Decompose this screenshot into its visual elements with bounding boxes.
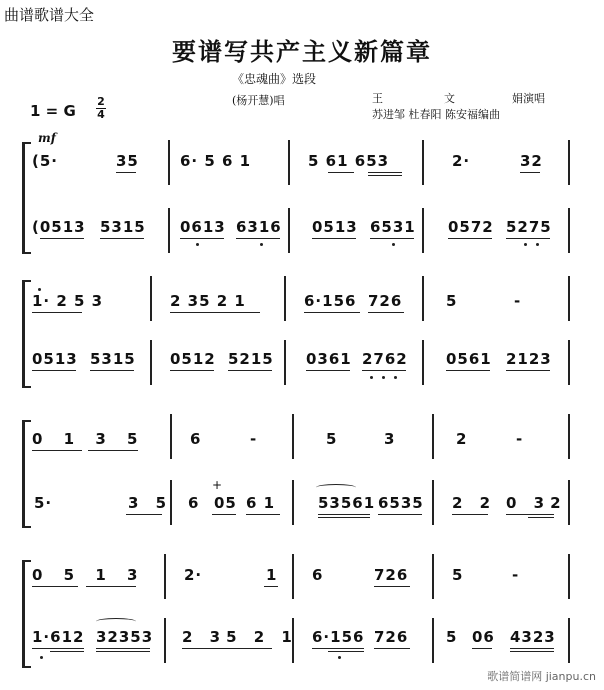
system-3-brace [22,420,31,528]
note-group: 2· [184,566,203,584]
underline [212,514,236,515]
underline [100,238,144,239]
octave-dot [40,656,43,659]
note-group: 5315 [100,218,146,236]
underline [304,312,360,313]
note-group: 0 5 1 3 [32,566,146,584]
time-signature [96,96,106,121]
note-group: 0 32 [506,494,567,512]
note-group: 1·612 [32,628,85,646]
note-group: 5 61 653 [308,152,390,170]
barline [432,480,434,525]
underline [378,514,422,515]
note-group: 1· 2 5 3 [32,292,104,310]
note-group: 05 [214,494,237,512]
octave-dot [260,243,263,246]
barline [432,618,434,663]
note-group: 5215 [228,350,274,368]
underline [368,175,402,176]
barline [164,618,166,663]
barline [568,554,570,599]
underline [116,172,136,173]
barline [422,140,424,185]
underline [32,648,84,649]
note-group: 0512 [170,350,216,368]
barline [292,414,294,459]
underline [306,370,350,371]
note-group: 0613 [180,218,226,236]
underline [32,450,82,451]
site-tag: 曲谱歌谱大全 [4,6,95,24]
performer-1: 王 [372,92,383,105]
singer-role: (杨开慧)唱 [232,94,285,107]
underline [318,517,370,518]
underline [528,517,554,518]
underline [236,238,280,239]
meter-bottom: 4 [97,108,105,121]
underline [312,238,356,239]
note-group: 726 [368,292,403,310]
underline [318,514,370,515]
barline [422,340,424,385]
meter-top: 2 [97,95,105,108]
note-group: 6 [312,566,324,584]
underline [246,514,280,515]
note-group: 4323 [510,628,556,646]
note-group: 0 1 3 5 [32,430,146,448]
note-group: - [516,430,524,448]
note-group: 2 35 2 1 [170,292,246,310]
barline [168,208,170,253]
subtitle: 《忠魂曲》选段 [232,72,317,86]
note-group: 32353 [96,628,154,646]
underline [520,172,540,173]
note-group: 3 [384,430,396,448]
underline [50,651,84,652]
underline [448,238,492,239]
barline [168,140,170,185]
note-group: 2· [452,152,471,170]
note-group: 6531 [370,218,416,236]
note-group: 6·156 [304,292,357,310]
barline [568,276,570,321]
note-group: 0561 [446,350,492,368]
underline [368,312,404,313]
note-group: 0513 [32,350,78,368]
barline [568,618,570,663]
note-group: 0361 [306,350,352,368]
underline [40,238,84,239]
underline [506,514,554,515]
octave-dot [338,656,341,659]
note-group: 726 [374,566,409,584]
composers: 苏进邹 杜春阳 陈安福编曲 [372,108,500,121]
note-group: 06 [472,628,495,646]
performer-3: 娟演唱 [512,92,545,105]
barline [292,554,294,599]
note-group: 5275 [506,218,552,236]
underline [472,648,492,649]
note-group: 2 35 2 1 [182,628,298,646]
barline [568,414,570,459]
octave-dot [196,243,199,246]
barline [288,140,290,185]
note-group: 2 2 [452,494,497,512]
underline [368,172,402,173]
song-title: 要谱写共产主义新篇章 [172,37,432,66]
system-4-brace [22,560,31,668]
barline [422,208,424,253]
underline [374,586,410,587]
barline [568,340,570,385]
barline [288,208,290,253]
note-group: 6· 5 6 1 [180,152,252,170]
system-2-brace [22,280,31,388]
key-signature: 1 = G [30,102,76,120]
barline [284,276,286,321]
barline [170,414,172,459]
barline [568,208,570,253]
underline [96,648,150,649]
note-group: 6 [190,430,202,448]
note-group: 6·156 [312,628,365,646]
underline [32,370,76,371]
note-group: 5 [452,566,464,584]
note-group: 3 5 [128,494,173,512]
underline [264,586,278,587]
note-group: 6316 [236,218,282,236]
barline [432,414,434,459]
dynamic-marking: mf [38,131,56,145]
barline [422,276,424,321]
octave-dot [370,376,373,379]
note-group: 32 [520,152,543,170]
note-group: 6 1 [246,494,276,512]
underline [510,651,554,652]
note-group: 2 [456,430,468,448]
octave-dot [536,243,539,246]
note-group: 6535 [378,494,424,512]
underline [506,238,550,239]
performer-2: 文 [444,92,455,105]
underline [182,648,272,649]
octave-dot [38,288,41,291]
site-watermark: 歌谱简谱网 jianpu.cn [487,670,596,683]
note-group: 1 [266,566,278,584]
underline [32,312,82,313]
underline [328,172,354,173]
underline [180,238,224,239]
note-group: - [514,292,522,310]
octave-dot [382,376,385,379]
underline [170,370,214,371]
underline [374,648,410,649]
note-group: (5· [32,152,58,170]
note-group: 5· [34,494,53,512]
note-group: - [250,430,258,448]
note-group: 0572 [448,218,494,236]
underline [312,648,364,649]
octave-dot [524,243,527,246]
note-group: 6 [188,494,200,512]
octave-dot [394,376,397,379]
underline [90,370,134,371]
underline [96,651,150,652]
underline [88,450,138,451]
underline [228,370,272,371]
note-group: 5 [446,292,458,310]
note-group: 5315 [90,350,136,368]
underline [370,238,414,239]
barline [568,140,570,185]
underline [328,651,364,652]
underline [506,370,550,371]
barline [432,554,434,599]
note-group: 726 [374,628,409,646]
note-group: 5 [446,628,458,646]
underline [32,586,78,587]
barline [150,276,152,321]
slur-arrow [316,484,356,491]
underline [446,370,490,371]
note-group: 5 [326,430,338,448]
underline [170,312,260,313]
note-group: 2762 [362,350,408,368]
note-group: 2123 [506,350,552,368]
note-group: 53561 [318,494,376,512]
underline [362,370,406,371]
note-group: 0513 [312,218,358,236]
octave-dot [392,243,395,246]
underline [126,514,162,515]
underline [86,586,136,587]
ornament-plus: + [212,478,223,492]
barline [284,340,286,385]
barline [164,554,166,599]
system-1-brace [22,142,31,254]
barline [568,480,570,525]
note-group: (0513 [32,218,86,236]
note-group: - [512,566,520,584]
underline [510,648,554,649]
underline [452,514,488,515]
note-group: 35 [116,152,139,170]
barline [292,480,294,525]
slur-arrow [96,618,136,625]
barline [150,340,152,385]
